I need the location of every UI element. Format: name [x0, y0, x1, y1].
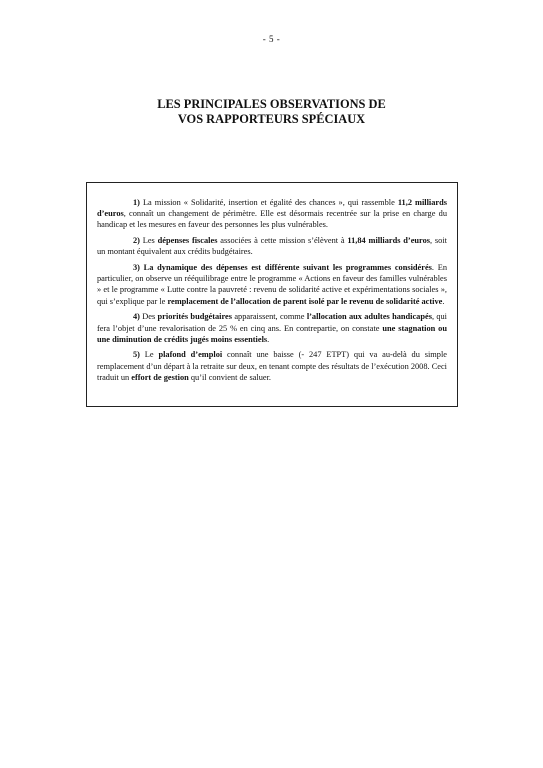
- observation-number: 5): [133, 350, 140, 360]
- observation-highlight: l’allocation aux adultes handicapés: [306, 312, 432, 322]
- observations-box: [86, 182, 458, 407]
- observation-number: 3): [133, 263, 140, 273]
- observation-text: , qui fera l’objet d’une revalorisation de 25 % en cinq ans. En contrepartie, on constate: [97, 312, 448, 333]
- observation-number: 1): [133, 198, 140, 207]
- observation-text: La mission « Solidarité, insertion et égalité des chances », qui rassemble: [139, 198, 398, 207]
- observation-highlight: remplacement de l’allocation de parent isolé par le revenu de solidarité active: [167, 296, 443, 306]
- observation-text: qu’il convient de saluer.: [188, 372, 272, 382]
- observation-text: Le: [139, 350, 159, 360]
- observation-text: Des: [139, 312, 158, 322]
- observation-highlight: dépenses fiscales: [157, 236, 218, 246]
- page-title: [0, 97, 543, 127]
- title-line-2: VOS RAPPORTEURS SPÉCIAUX: [177, 112, 366, 126]
- observation-text: apparaissent, comme: [232, 312, 307, 322]
- observation-highlight: 11,2 milliards d’euros: [97, 198, 447, 219]
- observation-highlight: une stagnation ou une diminution de crédits jugés moins essentiels: [97, 323, 447, 344]
- observation-text: connaît une baisse (- 247 ETPT) qui va au-delà du simple remplacement d’un départ à la retraite sur deux, en tenant compte des résultats de l’exécution 2008. Ceci traduit un: [97, 350, 447, 382]
- observation-text: associées à cette mission s’élèvent à: [217, 236, 348, 246]
- observation-2: [97, 235, 447, 257]
- title-line-1: LES PRINCIPALES OBSERVATIONS DE: [157, 97, 386, 111]
- observation-text: . En particulier, on observe un rééquilibrage entre le programme « Actions en faveur des familles vulnérables » et le programme « Lutte contre la pauvreté : revenu de solidarité active et expérimentations sociales », qui s’explique par le: [97, 263, 447, 306]
- observation-text: , connaît un changement de périmètre. Elle est désormais recentrée sur la prise en charge du handicap et les mesures en faveur des personnes les plus vulnérables.: [97, 209, 447, 230]
- observation-text: .: [442, 296, 445, 306]
- observation-5: [97, 349, 447, 383]
- observation-text: Les: [139, 236, 158, 246]
- observation-highlight: priorités budgétaires: [157, 312, 233, 322]
- observation-highlight: plafond d’emploi: [158, 350, 223, 360]
- observation-3: [97, 262, 447, 307]
- page-number: - 5 -: [262, 34, 281, 44]
- observation-number: 2): [133, 236, 140, 246]
- observation-highlight: 11,84 milliards d’euros: [347, 236, 431, 246]
- observation-number: 4): [133, 312, 140, 322]
- observation-highlight: La dynamique des dépenses est différente suivant les programmes considérés: [139, 263, 432, 273]
- observation-highlight: effort de gestion: [131, 372, 189, 382]
- observation-4: [97, 311, 447, 345]
- observation-text: , soit un montant équivalent aux crédits budgétaires.: [97, 236, 447, 257]
- observation-text: .: [267, 334, 270, 344]
- observation-1: [97, 197, 447, 231]
